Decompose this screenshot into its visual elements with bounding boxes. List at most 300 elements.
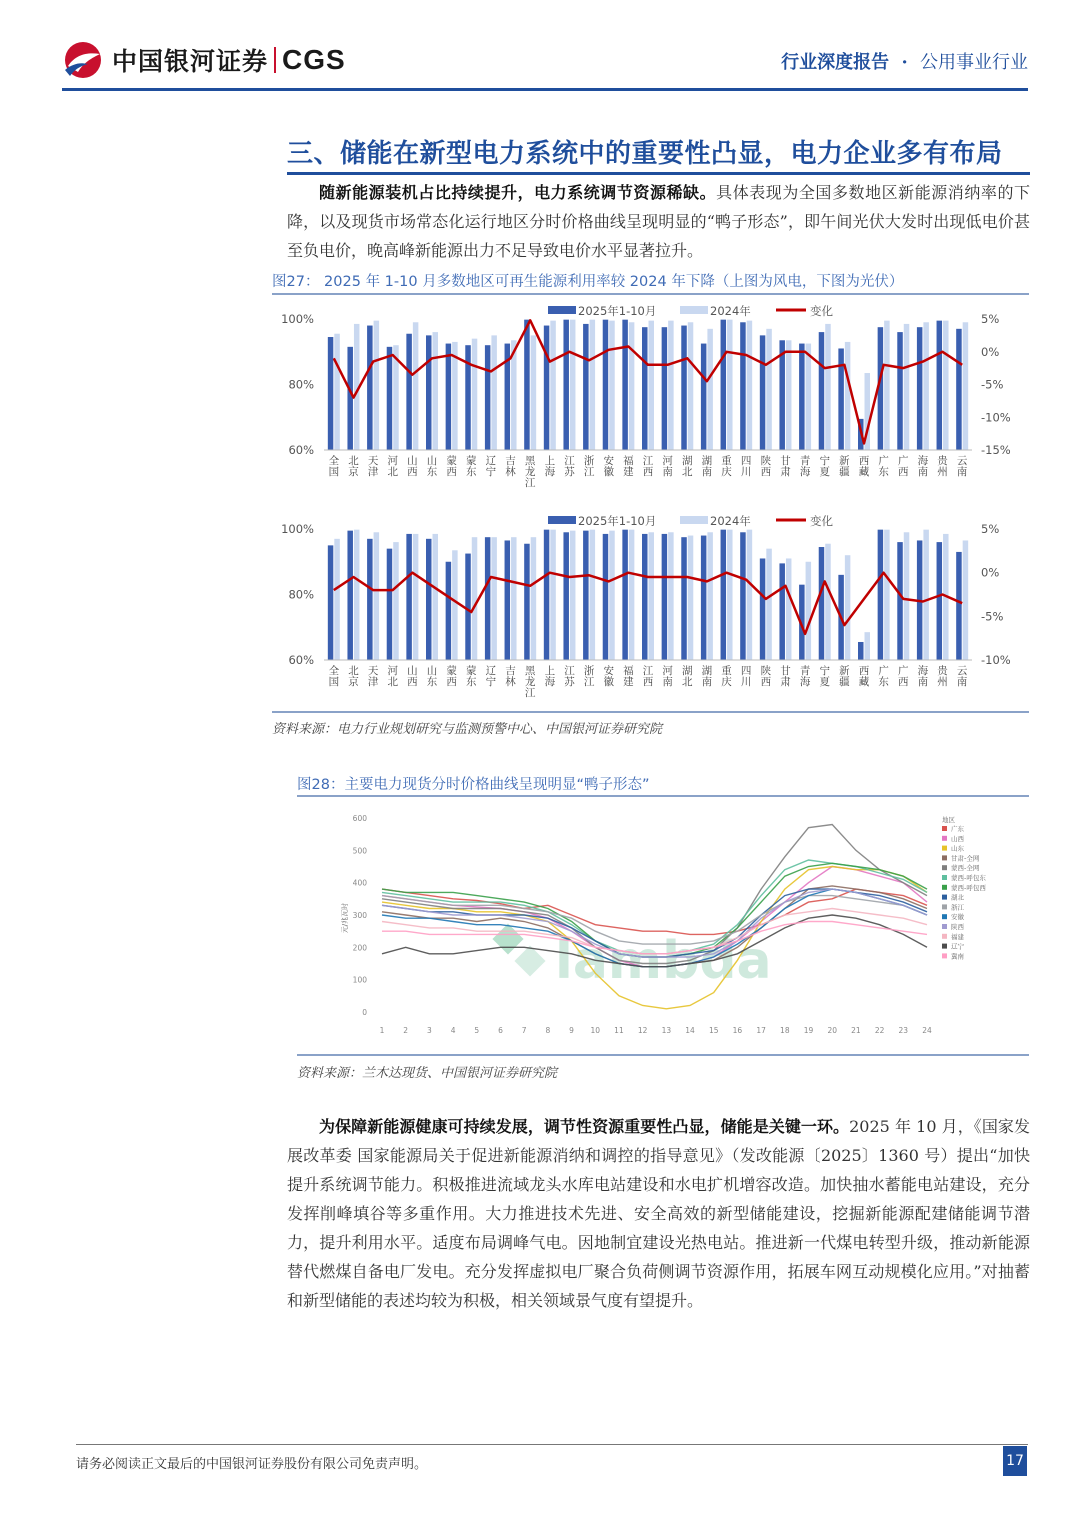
bar-2025 [681, 537, 686, 660]
legend-label: 陕西 [951, 923, 964, 931]
category-label: 黑龙江 [524, 665, 536, 699]
y-tick-label: 600 [352, 814, 367, 823]
bar-2024 [806, 562, 811, 660]
category-label: 江西 [642, 455, 654, 478]
x-tick-label: 10 [590, 1026, 601, 1035]
y-tick-label: 500 [352, 846, 367, 856]
bar-2024 [923, 530, 928, 660]
watermark-logo-icon [492, 923, 523, 954]
footer-rule [76, 1444, 1028, 1445]
left-tick-label: 80% [288, 587, 314, 602]
bar-2024 [354, 530, 359, 660]
chart-legend [942, 815, 986, 960]
bar-2024 [747, 530, 752, 660]
x-tick-label: 4 [450, 1026, 456, 1035]
legend-label: 变化 [810, 514, 833, 528]
bar-2025 [603, 320, 608, 450]
bar-2024 [374, 321, 379, 450]
legend-swatch [942, 855, 947, 860]
bar-2024 [727, 530, 732, 660]
legend-label: 安徽 [951, 913, 964, 922]
bar-2025 [897, 542, 902, 660]
bar-2024 [943, 321, 948, 450]
paragraph-2-lead: 为保障新能源健康可持续发展，调节性资源重要性凸显，储能是关键一环。 [319, 1117, 850, 1136]
price-line [382, 889, 927, 934]
fig28-bottom-rule [297, 1054, 1029, 1056]
bar-2024 [766, 329, 771, 450]
bar-2024 [786, 558, 791, 660]
category-label: 河南 [662, 665, 673, 688]
x-tick-label: 11 [614, 1026, 624, 1035]
header-rule [62, 88, 1028, 91]
chart-legend [548, 304, 833, 318]
legend-swatch [680, 306, 708, 314]
bar-2025 [563, 320, 568, 450]
bar-2025 [406, 534, 411, 660]
left-tick-label: 80% [288, 377, 314, 392]
legend-label: 2025年1-10月 [578, 304, 657, 318]
bar-2025 [956, 329, 961, 450]
legend-label: 变化 [810, 304, 833, 318]
category-label: 辽宁 [485, 455, 497, 478]
category-label: 云南 [956, 665, 968, 688]
category-label: 天津 [367, 665, 379, 688]
category-label: 河北 [387, 665, 398, 688]
bar-2024 [550, 321, 555, 450]
fig28-source: 资料来源：兰木达现货、中国银河证券研究院 [297, 1066, 558, 1081]
bar-2025 [446, 344, 451, 450]
category-label: 青海 [799, 665, 811, 688]
category-label: 安徽 [603, 665, 614, 688]
right-tick-label: -10% [981, 653, 1011, 667]
x-tick-label: 18 [780, 1026, 790, 1035]
bar-2025 [583, 324, 588, 450]
legend-swatch [942, 836, 947, 841]
bar-2025 [622, 320, 627, 450]
sector-name: 公用事业行业 [920, 52, 1028, 73]
x-tick-label: 7 [521, 1026, 527, 1035]
bar-2024 [688, 322, 693, 450]
brand-separator [274, 47, 276, 73]
brand-name-en: CGS [282, 44, 346, 75]
bar-2024 [609, 531, 614, 660]
category-label: 四川 [740, 665, 752, 688]
x-tick-label: 3 [427, 1026, 432, 1035]
category-label: 上海 [544, 455, 556, 478]
bar-2025 [642, 534, 647, 660]
report-type: 行业深度报告 [781, 52, 890, 73]
category-label: 甘肃 [780, 455, 791, 478]
category-label: 湖南 [701, 455, 713, 478]
category-label: 山东 [426, 455, 438, 478]
bar-2025 [544, 326, 549, 450]
bar-2025 [740, 532, 745, 660]
category-label: 陕西 [760, 665, 772, 688]
bar-2024 [570, 531, 575, 660]
bar-2024 [786, 340, 791, 450]
legend-swatch [548, 516, 576, 524]
bar-2024 [884, 321, 889, 450]
fig27-bottom-rule [272, 711, 1029, 713]
bar-2024 [472, 537, 477, 660]
legend-swatch [942, 865, 947, 870]
bar-2025 [779, 563, 784, 660]
bar-2024 [413, 322, 418, 450]
y-tick-label: 200 [352, 943, 367, 953]
x-tick-label: 1 [379, 1026, 385, 1035]
x-tick-label: 12 [637, 1026, 648, 1035]
bar-2024 [491, 537, 496, 660]
category-label: 河南 [662, 455, 673, 478]
legend-swatch [942, 914, 947, 919]
right-tick-label: 0% [981, 565, 1000, 580]
chart-legend [548, 514, 833, 528]
legend-label: 福建 [951, 932, 964, 941]
bar-2025 [740, 322, 745, 450]
bar-2025 [603, 534, 608, 660]
y-tick-label: 400 [352, 878, 367, 888]
legend-swatch [942, 885, 947, 890]
category-label: 陕西 [760, 455, 772, 478]
bar-2024 [845, 342, 850, 450]
category-label: 湖北 [682, 455, 693, 478]
right-tick-label: 5% [981, 312, 1000, 326]
bar-2024 [963, 540, 968, 660]
category-label: 浙江 [583, 665, 595, 688]
bar-2025 [721, 320, 726, 450]
solar-utilization-chart [272, 508, 1030, 708]
bar-2024 [590, 320, 595, 450]
bar-2024 [649, 321, 654, 450]
bar-2024 [570, 320, 575, 450]
category-label: 福建 [623, 455, 634, 478]
legend-label: 湖北 [951, 893, 964, 902]
category-label: 北京 [348, 665, 359, 688]
bar-2024 [590, 530, 595, 660]
bar-2024 [452, 550, 457, 660]
bar-2025 [819, 332, 824, 450]
x-tick-label: 16 [732, 1026, 743, 1035]
x-tick-label: 9 [569, 1026, 574, 1035]
y-axis-label: 元/兆瓦时 [341, 902, 349, 934]
bar-2025 [799, 344, 804, 450]
watermark-text: lambda [555, 931, 772, 991]
legend-label: 浙江 [951, 903, 964, 912]
bar-2024 [668, 532, 673, 660]
legend-label: 山东 [951, 844, 964, 853]
category-label: 蒙西 [446, 455, 457, 478]
bar-2025 [446, 562, 451, 660]
category-label: 蒙东 [466, 665, 477, 688]
category-label: 福建 [623, 665, 634, 688]
bar-2025 [937, 321, 942, 450]
category-label: 山西 [407, 455, 418, 478]
x-tick-label: 21 [851, 1026, 861, 1035]
x-tick-label: 14 [685, 1026, 695, 1035]
legend-label: 2025年1-10月 [578, 514, 657, 528]
bar-2024 [747, 321, 752, 450]
category-label: 全国 [328, 455, 340, 478]
left-tick-label: 100% [281, 312, 314, 326]
bar-2024 [668, 321, 673, 450]
category-label: 湖北 [682, 665, 693, 688]
category-label: 湖南 [701, 665, 713, 688]
bar-2024 [963, 322, 968, 450]
bar-2025 [681, 326, 686, 450]
category-label: 新疆 [839, 665, 850, 688]
bar-2024 [433, 332, 438, 450]
legend-swatch [942, 944, 947, 949]
bar-2025 [347, 347, 352, 450]
category-label: 广东 [878, 455, 889, 478]
category-label: 北京 [348, 455, 359, 478]
category-label: 贵州 [937, 665, 948, 688]
y-tick-label: 100 [352, 975, 367, 985]
legend-label: 广东 [951, 825, 964, 833]
bar-2024 [845, 555, 850, 660]
bar-2025 [819, 547, 824, 660]
category-label: 四川 [740, 455, 752, 478]
bar-2025 [662, 534, 667, 660]
footer-disclaimer: 请务必阅读正文最后的中国银河证券股份有限公司免责声明。 [76, 1457, 428, 1472]
bar-2024 [688, 536, 693, 660]
brand-name-cn: 中国银河证券 [112, 47, 269, 76]
category-label: 海南 [917, 455, 929, 478]
legend-label: 蒙西-呼包东 [951, 874, 986, 882]
right-tick-label: 0% [981, 344, 1000, 359]
brand-logo [62, 40, 346, 80]
bar-2025 [406, 334, 411, 450]
bar-2025 [917, 327, 922, 450]
x-tick-label: 19 [803, 1026, 814, 1035]
legend-swatch [942, 826, 947, 831]
bar-2024 [825, 324, 830, 450]
category-label: 蒙东 [466, 455, 477, 478]
category-label: 山东 [426, 665, 438, 688]
legend-label: 蒙西-呼包西 [951, 883, 986, 892]
legend-swatch [942, 895, 947, 900]
bar-2024 [374, 532, 379, 660]
right-tick-label: -10% [981, 410, 1011, 425]
category-label: 甘肃 [780, 665, 791, 688]
bar-2025 [622, 530, 627, 660]
bar-2025 [760, 558, 765, 660]
legend-label: 2024年 [710, 304, 751, 318]
bar-2024 [531, 537, 536, 660]
bar-2025 [485, 537, 490, 660]
category-label: 吉林 [505, 665, 516, 688]
bar-2024 [393, 542, 398, 660]
bar-2024 [609, 321, 614, 450]
bar-2025 [328, 337, 333, 450]
category-label: 宁夏 [819, 455, 830, 478]
bar-2024 [727, 320, 732, 450]
legend-swatch [548, 306, 576, 314]
bar-2024 [904, 324, 909, 450]
bar-2025 [367, 326, 372, 450]
category-label: 山西 [407, 665, 418, 688]
bar-2025 [858, 642, 863, 660]
x-tick-label: 22 [874, 1026, 885, 1035]
category-label: 云南 [956, 455, 968, 478]
bar-2024 [433, 534, 438, 660]
category-label: 宁夏 [819, 665, 830, 688]
bar-2025 [387, 347, 392, 450]
bar-2025 [838, 348, 843, 450]
bar-2025 [563, 532, 568, 660]
category-label: 广西 [898, 665, 909, 688]
legend-swatch [942, 846, 947, 851]
paragraph-1-body: 具体表现为全国多数地区新能源消纳率的下降，以及现货市场常态化运行地区分时价格曲线呈现明显的“鸭子形态”，即午间光伏大发时出现低电价甚至负电价，晚高峰新能源出力不足导致电价水平显著拉升。 [287, 183, 1030, 260]
section-title: 三、储能在新型电力系统中的重要性凸显，电力企业多有布局 [287, 139, 1003, 169]
bar-2025 [328, 545, 333, 660]
legend-label: 2024年 [710, 514, 751, 528]
bar-2025 [524, 320, 529, 450]
category-label: 全国 [328, 665, 340, 688]
category-label: 河北 [387, 455, 398, 478]
bar-2024 [334, 539, 339, 660]
category-label: 辽宁 [485, 665, 497, 688]
bar-2024 [825, 544, 830, 660]
category-label: 新疆 [839, 455, 850, 478]
legend-swatch [942, 953, 947, 958]
y-tick-label: 0 [362, 1008, 367, 1017]
legend-label: 蒙西-全网 [951, 864, 980, 873]
bar-2025 [583, 531, 588, 660]
bar-2025 [721, 530, 726, 660]
category-label: 黑龙江 [524, 455, 536, 489]
x-tick-label: 20 [827, 1026, 837, 1035]
category-label: 上海 [544, 665, 556, 688]
bar-2025 [524, 544, 529, 660]
right-tick-label: 5% [981, 522, 1000, 536]
x-tick-label: 17 [756, 1026, 766, 1035]
bar-2024 [707, 532, 712, 660]
left-tick-label: 100% [281, 522, 314, 536]
category-label: 西藏 [858, 665, 870, 688]
page-number: 17 [1003, 1446, 1027, 1476]
bar-2025 [387, 549, 392, 660]
right-tick-label: -5% [981, 377, 1004, 392]
category-label: 西藏 [858, 455, 870, 478]
bar-2025 [485, 345, 490, 450]
legend-label: 冀南 [951, 952, 964, 961]
bar-2025 [426, 335, 431, 450]
bar-2024 [550, 530, 555, 660]
cgs-logo-icon [62, 40, 104, 80]
bar-2024 [766, 549, 771, 660]
legend-swatch [942, 924, 947, 929]
category-label: 贵州 [937, 455, 948, 478]
category-label: 吉林 [505, 455, 516, 478]
bar-2024 [904, 532, 909, 660]
header-separator: · [901, 52, 908, 73]
bar-2025 [642, 327, 647, 450]
category-label: 安徽 [603, 455, 614, 478]
legend-label: 甘肃-全网 [951, 854, 980, 863]
category-label: 重庆 [721, 455, 732, 478]
x-tick-label: 6 [498, 1026, 503, 1035]
bar-2025 [544, 530, 549, 660]
report-type-header [781, 48, 1028, 74]
bar-2025 [937, 542, 942, 660]
x-tick-label: 23 [898, 1026, 909, 1035]
legend-swatch [942, 875, 947, 880]
category-label: 重庆 [721, 665, 732, 688]
paragraph-1 [287, 178, 1030, 265]
bar-2024 [491, 335, 496, 450]
x-tick-label: 5 [474, 1026, 480, 1035]
category-label: 海南 [917, 665, 929, 688]
paragraph-1-lead: 随新能源装机占比持续提升，电力系统调节资源稀缺。 [319, 183, 717, 202]
bar-2025 [779, 340, 784, 450]
x-tick-label: 15 [708, 1026, 719, 1035]
category-label: 浙江 [583, 455, 595, 478]
bar-2024 [806, 344, 811, 450]
bar-2025 [662, 327, 667, 450]
section-title-rule [287, 172, 1030, 175]
bar-2024 [923, 322, 928, 450]
legend-swatch [680, 516, 708, 524]
category-label: 蒙西 [446, 665, 457, 688]
x-tick-label: 2 [403, 1026, 409, 1035]
legend-swatch [942, 934, 947, 939]
paragraph-2-body: 2025 年 10 月，《国家发展改革委 国家能源局关于促进新能源消纳和调控的指导意见》（发改能源〔2025〕1360 号）提出“加快提升系统调节能力。积极推进流域龙头水库电站建设和水电扩机增容改造。加快抽水蓄能电站建设，充分发挥削峰填谷等多重作用。大力推进技术先进、安全高效的新型储能建设，挖掘新能源配建储能调节潜力，提升利用水平。适度布局调峰气电。因地制宜建设光热电站。推进新一代煤电转型升级，推动新能源替代燃煤自备电厂发电。充分发挥虚拟电厂聚合负荷侧调节资源作用，拓展车网互动规模化应用。”对抽蓄和新型储能的表述均较为积极，相关领域景气度有望提升。 [287, 1117, 1030, 1310]
bar-2024 [884, 530, 889, 660]
bar-2024 [629, 530, 634, 660]
bar-2024 [413, 534, 418, 660]
bar-2025 [505, 540, 510, 660]
bar-2025 [347, 531, 352, 660]
bar-2024 [649, 532, 654, 660]
bar-2025 [701, 536, 706, 660]
right-tick-label: -5% [981, 609, 1004, 624]
category-label: 天津 [367, 455, 379, 478]
fig28-title: 图28：主要电力现货分时价格曲线呈现明显“鸭子形态” [297, 777, 650, 793]
category-label: 江苏 [564, 665, 575, 688]
category-label: 青海 [799, 455, 811, 478]
bar-2025 [465, 554, 470, 660]
bar-2024 [472, 339, 477, 450]
legend-swatch [942, 904, 947, 909]
spot-price-duck-chart [297, 800, 1029, 1052]
bar-2024 [531, 335, 536, 450]
right-tick-label: -15% [981, 443, 1011, 457]
category-label: 江西 [642, 665, 654, 688]
bar-2025 [878, 530, 883, 660]
wind-utilization-chart [272, 298, 1030, 503]
category-label: 江苏 [564, 455, 575, 478]
bar-2024 [511, 537, 516, 660]
bar-2024 [629, 322, 634, 450]
bar-2025 [897, 332, 902, 450]
bar-2025 [426, 539, 431, 660]
left-tick-label: 60% [288, 653, 314, 667]
bar-2025 [760, 335, 765, 450]
bar-2024 [334, 334, 339, 450]
y-tick-label: 300 [352, 911, 367, 920]
left-tick-label: 60% [288, 443, 314, 457]
bar-2025 [367, 539, 372, 660]
x-tick-label: 8 [545, 1026, 551, 1035]
fig27-top-rule [272, 293, 1029, 295]
legend-title: 地区 [942, 816, 955, 824]
category-label: 广东 [878, 665, 889, 688]
fig28-top-rule [297, 795, 1029, 797]
paragraph-2 [287, 1112, 1030, 1315]
legend-label: 山西 [951, 834, 964, 843]
fig27-source: 资料来源：电力行业规划研究与监测预警中心、中国银河证券研究院 [272, 722, 663, 737]
